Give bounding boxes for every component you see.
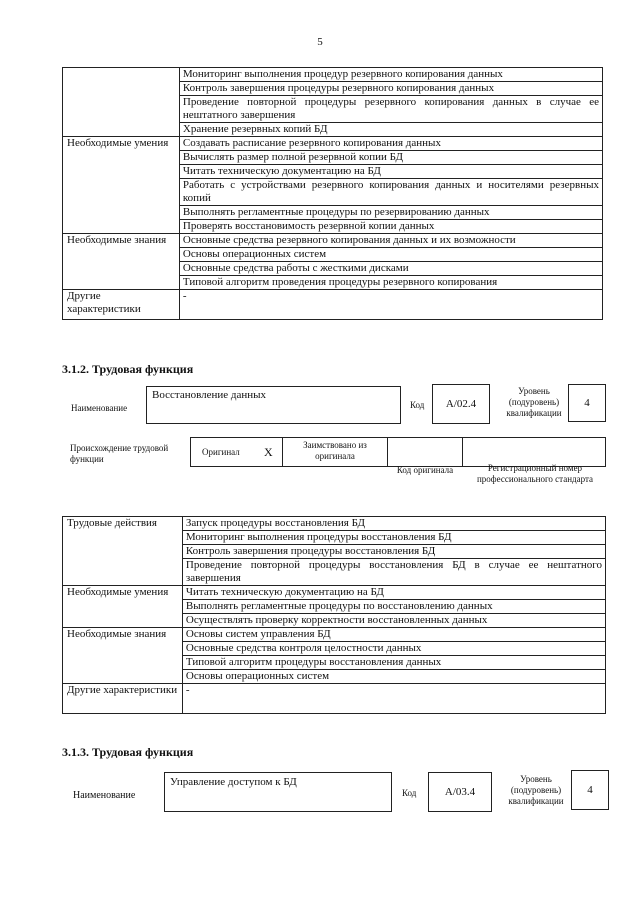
list-item: Осуществлять проверку корректности восстановленных данных [182, 614, 605, 628]
level-label: Уровень (подуровень) квалификации [508, 774, 564, 806]
list-item: Контроль завершения процедуры резервного копирования данных [179, 82, 602, 96]
other-label: Другие характеристики [63, 290, 180, 320]
continued-label-cell [63, 68, 180, 137]
list-item: Мониторинг выполнения процедуры восстановления БД [182, 531, 605, 545]
table-row [63, 290, 603, 320]
name-label: Наименование [73, 790, 136, 801]
list-item: Работать с устройствами резервного копирования данных и носителями резервных копий [179, 179, 602, 206]
list-item: Выполнять регламентные процедуры по резервированию данных [179, 206, 602, 220]
knowledge-label: Необходимые знания [63, 234, 180, 290]
list-item: Проведение повторной процедуры восстановления БД в случае ее нештатного завершения [182, 559, 605, 586]
other-value: - [179, 290, 602, 320]
list-item: Вычислять размер полной резервной копии БД [179, 151, 602, 165]
code-value: A/03.4 [444, 786, 476, 798]
list-item: Основные средства резервного копирования данных и их возможности [179, 234, 602, 248]
original-label: Оригинал [202, 447, 240, 457]
other-label: Другие характеристики [63, 684, 183, 714]
list-item: Основы операционных систем [182, 670, 605, 684]
knowledge-label: Необходимые знания [63, 628, 183, 684]
table-row [63, 68, 603, 82]
page-number: 5 [317, 36, 323, 48]
name-label: Наименование [71, 403, 128, 413]
level-value: 4 [584, 397, 590, 409]
level-label: Уровень (подуровень) квалификации [506, 386, 562, 418]
borrowed-label: Заимствовано из оригинала [303, 440, 367, 461]
code-label: Код [402, 788, 417, 798]
list-item: Основные средства контроля целостности данных [182, 642, 605, 656]
list-item: Мониторинг выполнения процедур резервного копирования данных [179, 68, 602, 82]
list-item: Запуск процедуры восстановления БД [182, 517, 605, 531]
code-value: A/02.4 [445, 398, 477, 410]
name-value: Управление доступом к БД [170, 776, 297, 788]
list-item: Основы систем управления БД [182, 628, 605, 642]
list-item: Основы операционных систем [179, 248, 602, 262]
table-row [63, 137, 603, 151]
table-row [63, 517, 606, 531]
list-item: Хранение резервных копий БД [179, 123, 602, 137]
skills-label: Необходимые умения [63, 137, 180, 234]
code-value-box [428, 772, 492, 812]
skills-label: Необходимые умения [63, 586, 183, 628]
list-item: Контроль завершения процедуры восстановления БД [182, 545, 605, 559]
name-value: Восстановление данных [152, 389, 267, 401]
list-item: Создавать расписание резервного копирования данных [179, 137, 602, 151]
table-row [63, 586, 606, 600]
list-item: Читать техническую документацию на БД [182, 586, 605, 600]
code-original-label: Код оригинала [396, 465, 454, 475]
table-row [63, 628, 606, 642]
list-item: Проведение повторной процедуры резервного копирования данных в случае ее нештатного завершения [179, 96, 602, 123]
section-heading-3-1-2: 3.1.2. Трудовая функция [62, 362, 194, 376]
level-value-box [568, 384, 606, 422]
table-row [63, 234, 603, 248]
name-value-box [164, 772, 392, 812]
restore-function-table [62, 516, 606, 714]
section-heading-3-1-3: 3.1.3. Трудовая функция [62, 745, 194, 759]
list-item: Читать техническую документацию на БД [179, 165, 602, 179]
reg-number-label: Регистрационный номер профессионального стандарта [476, 463, 594, 484]
origin-divider [282, 437, 283, 466]
code-value-box [432, 384, 490, 424]
table-row [63, 684, 606, 714]
actions-label: Трудовые действия [63, 517, 183, 586]
code-label: Код [410, 400, 425, 410]
origin-label: Происхождение трудовой функции [70, 443, 169, 464]
original-mark: X [264, 445, 273, 459]
origin-divider [387, 437, 388, 466]
backup-function-table [62, 67, 603, 320]
list-item: Выполнять регламентные процедуры по восстановлению данных [182, 600, 605, 614]
origin-divider [462, 437, 463, 466]
list-item: Основные средства работы с жесткими дисками [179, 262, 602, 276]
name-value-box [146, 386, 401, 424]
other-value: - [182, 684, 605, 714]
list-item: Проверять восстановимость резервной копии данных [179, 220, 602, 234]
level-value: 4 [587, 784, 593, 796]
level-value-box [571, 770, 609, 810]
list-item: Типовой алгоритм проведения процедуры резервного копирования [179, 276, 602, 290]
list-item: Типовой алгоритм процедуры восстановления данных [182, 656, 605, 670]
